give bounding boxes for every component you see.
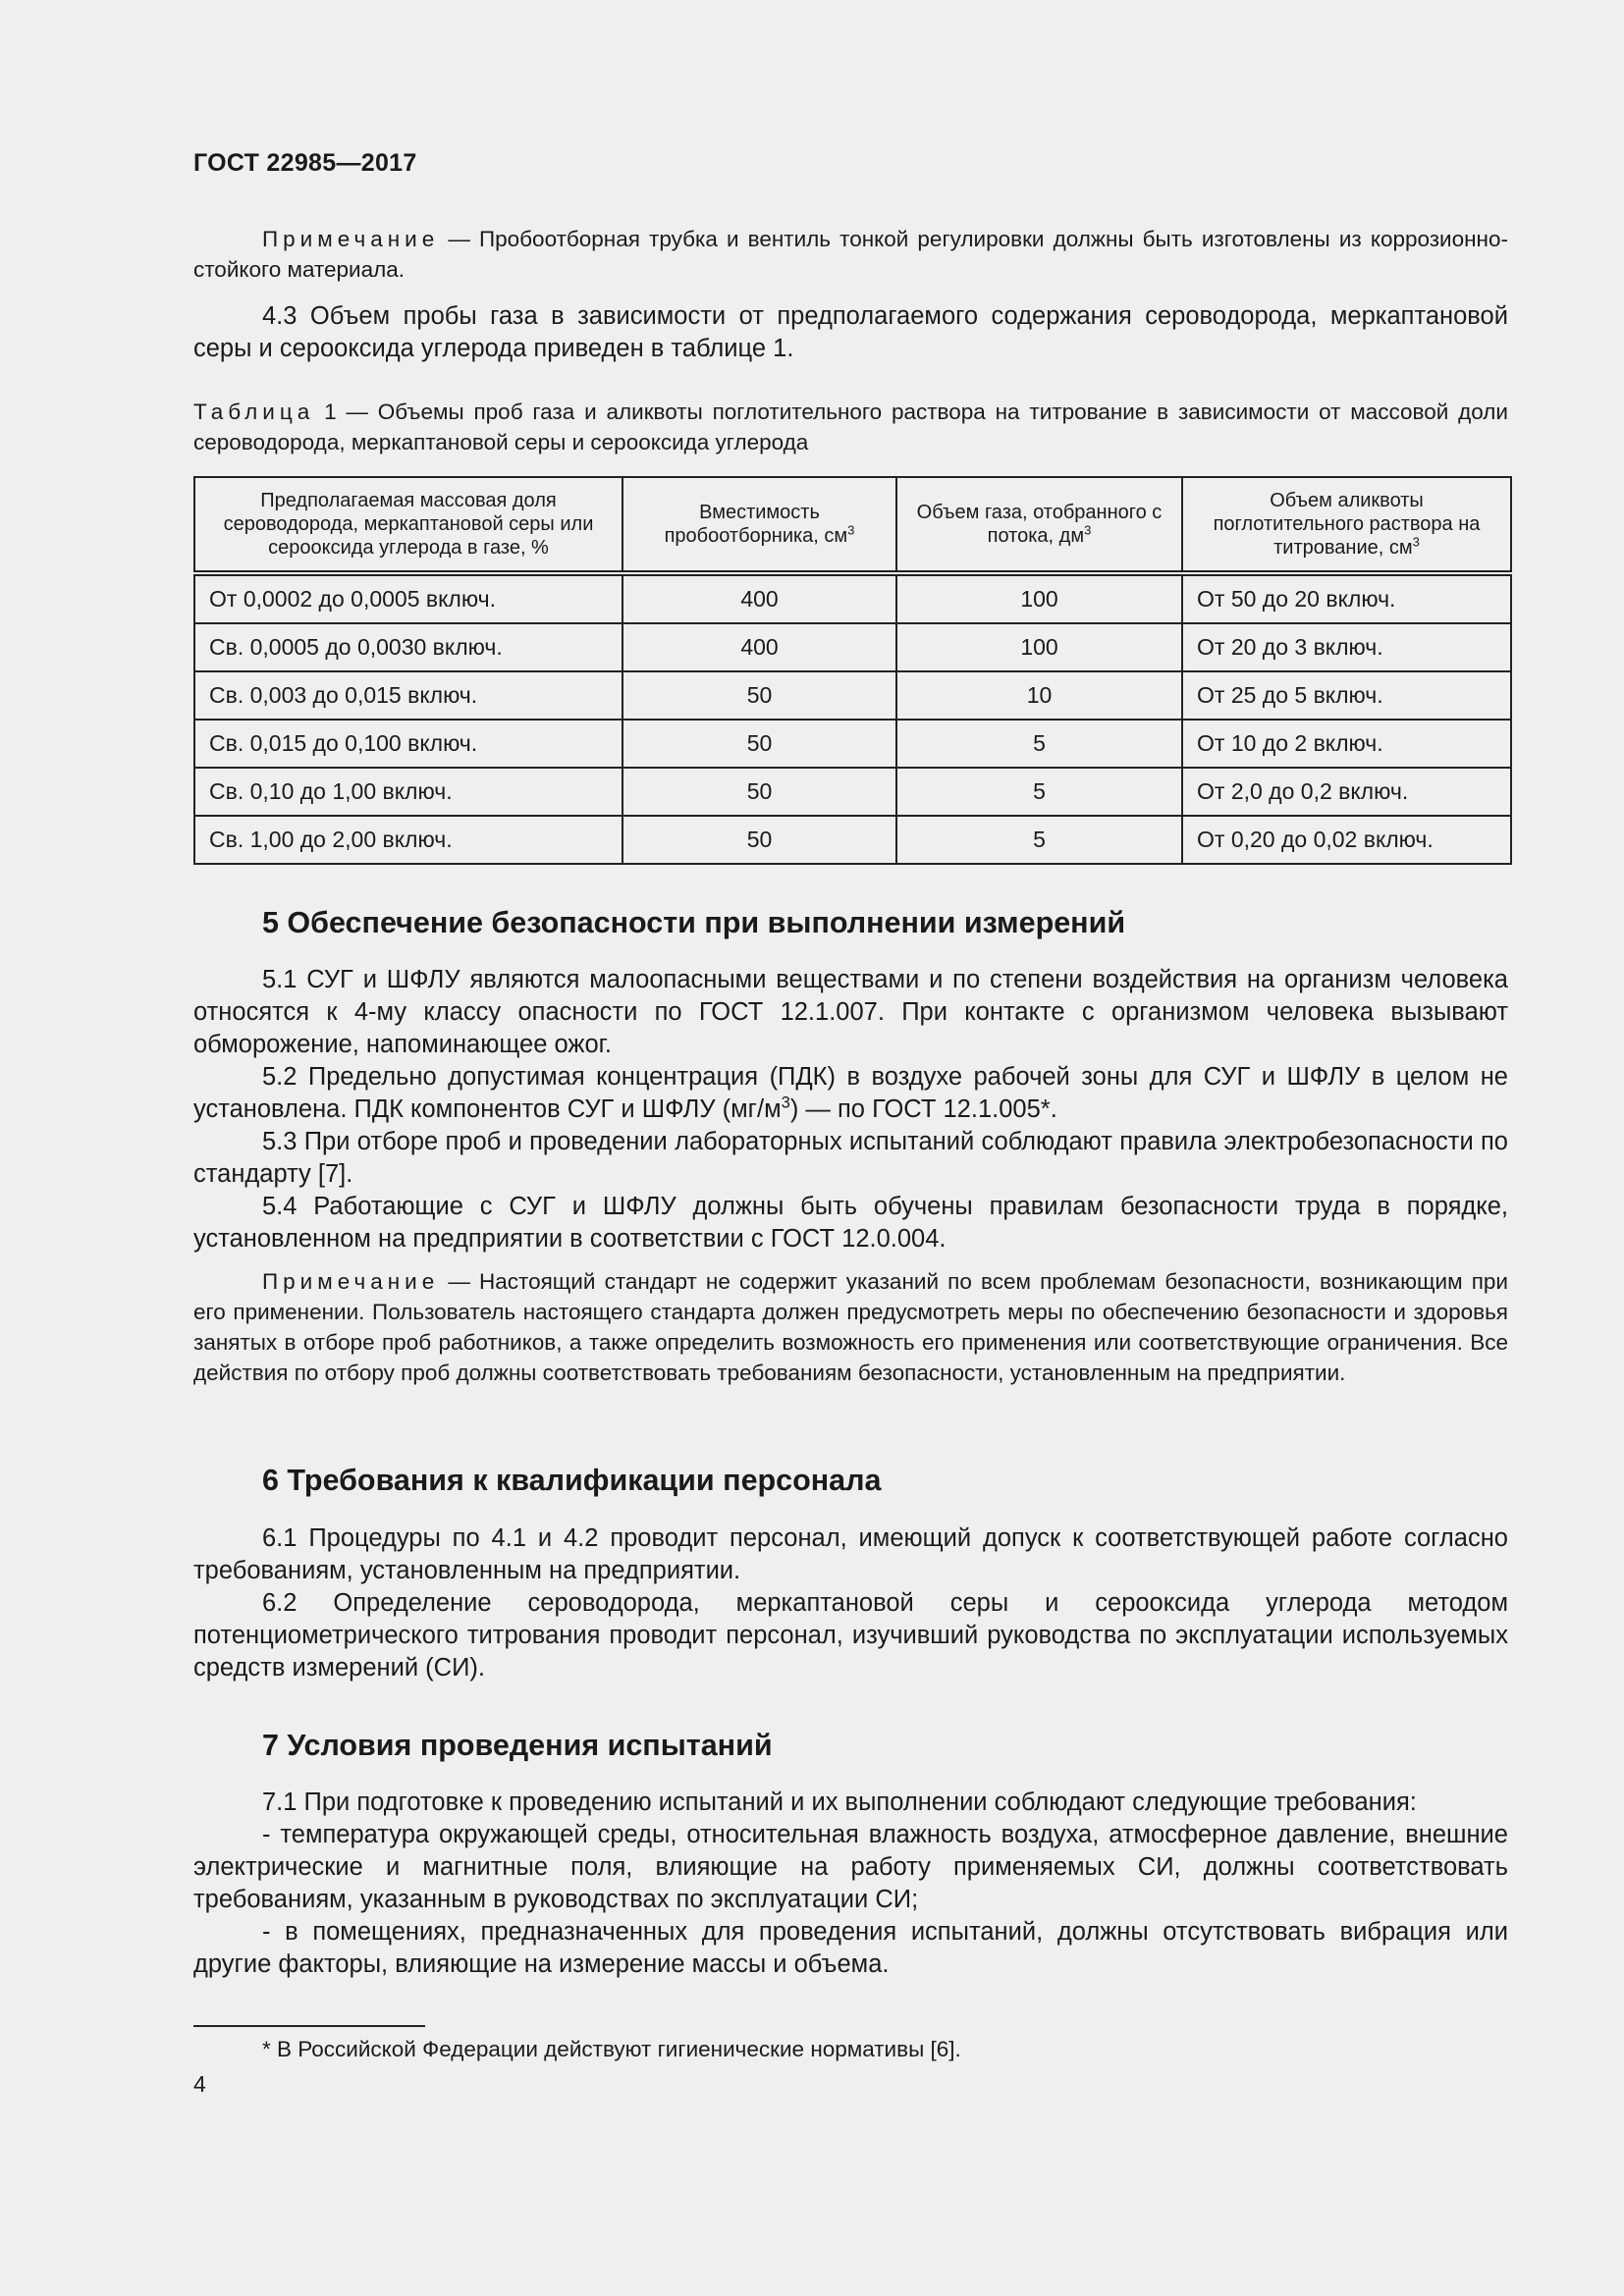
note-sampling-tube xyxy=(193,224,1508,285)
gas-volume-table xyxy=(193,476,1512,865)
table-caption xyxy=(193,397,1508,457)
paragraph-5-1: 5.1 СУГ и ШФЛУ являются малоопасными веществами и по степени воздействия на организм человека относятся к 4-му классу опасности по ГОСТ 12.1.007. При контакте с организмом человека вызывают обморожение, напоминающее ожог. xyxy=(193,966,1508,1058)
table-caption-text: 1 — Объемы проб газа и аликвоты поглотительного раствора на титрование в зависимости от массовой доли сероводорода, меркаптановой серы и серооксида углерода xyxy=(193,400,1508,454)
table-row xyxy=(194,671,1511,720)
cell-capacity: 400 xyxy=(623,573,896,623)
cell-aliquot: От 50 до 20 включ. xyxy=(1182,573,1511,623)
section-7-heading xyxy=(193,1726,1508,1765)
paragraph-6-1: 6.1 Процедуры по 4.1 и 4.2 проводит персонал, имеющий допуск к соответствующей работе согласно требованиям, установленным на предприятии. xyxy=(193,1524,1508,1584)
note-label: Примечание xyxy=(262,1269,440,1294)
cell-range: Св. 0,003 до 0,015 включ. xyxy=(194,671,623,720)
note-label: Примечание xyxy=(262,227,440,251)
note-safety xyxy=(193,1266,1508,1388)
section-6-body xyxy=(193,1522,1508,1684)
cell-capacity: 50 xyxy=(623,671,896,720)
section-7-title: 7 Условия проведения испытаний xyxy=(262,1729,773,1762)
paragraph-4-3 xyxy=(193,300,1508,365)
list-item: - в помещениях, предназначенных для проведения испытаний, должны отсутствовать вибрация или другие факторы, влияющие на измерение массы и объема. xyxy=(193,1918,1508,1978)
list-item: - температура окружающей среды, относительная влажность воздуха, атмосферное давление, внешние электрические и магнитные поля, влияющие на работу применяемых СИ, должны соответствовать требованиям, указанным в руководствах по эксплуатации СИ; xyxy=(193,1821,1508,1913)
cell-range: Св. 0,0005 до 0,0030 включ. xyxy=(194,623,623,671)
header-mass-fraction: Предполагаемая массовая доля сероводорода, меркаптановой серы или серооксида углерода в газе, % xyxy=(194,477,623,573)
cell-aliquot: От 10 до 2 включ. xyxy=(1182,720,1511,768)
paragraph-4-3-text: 4.3 Объем пробы газа в зависимости от предполагаемого содержания сероводорода, меркаптановой серы и серооксида углерода приведен в таблице 1. xyxy=(193,302,1508,362)
header-aliquot: Объем аликвоты поглотительного раствора на титрование, $см^3$ xyxy=(1182,477,1511,573)
section-6-heading xyxy=(193,1461,1508,1500)
note-text: — Пробоотборная трубка и вентиль тонкой регулировки должны быть изготовлены из коррозионно-стойкого материала. xyxy=(193,227,1508,282)
table-row xyxy=(194,768,1511,816)
header-gas-volume: Объем газа, отобранного с потока, $дм^3$ xyxy=(896,477,1182,573)
paragraph-5-2: 5.2 Предельно допустимая концентрация (ПДК) в воздухе рабочей зоны для СУГ и ШФЛУ в целом не установлена. ПДК компонентов СУГ и ШФЛУ $(мг/м^3)$ — по ГОСТ 12.1.005*. xyxy=(193,1063,1508,1123)
cell-gas: 5 xyxy=(896,768,1182,816)
cell-capacity: 50 xyxy=(623,768,896,816)
cell-gas: 5 xyxy=(896,816,1182,864)
section-6-title: 6 Требования к квалификации персонала xyxy=(262,1464,882,1497)
cell-range: От 0,0002 до 0,0005 включ. xyxy=(194,573,623,623)
table-1 xyxy=(193,476,1508,865)
table-header-row xyxy=(194,477,1511,573)
paragraph-7-1: 7.1 При подготовке к проведению испытаний и их выполнении соблюдают следующие требования: xyxy=(262,1789,1417,1816)
page-number: 4 xyxy=(193,2071,206,2097)
cell-capacity: 50 xyxy=(623,816,896,864)
table-row xyxy=(194,573,1511,623)
cell-capacity: 50 xyxy=(623,720,896,768)
cell-range: Св. 1,00 до 2,00 включ. xyxy=(194,816,623,864)
cell-gas: 100 xyxy=(896,623,1182,671)
table-row xyxy=(194,720,1511,768)
table-row xyxy=(194,623,1511,671)
section-7-body xyxy=(193,1787,1508,1981)
section-5-body xyxy=(193,964,1508,1388)
table-caption-label: Таблица xyxy=(193,400,315,424)
cell-aliquot: От 0,20 до 0,02 включ. xyxy=(1182,816,1511,864)
cell-aliquot: От 20 до 3 включ. xyxy=(1182,623,1511,671)
header-capacity: Вместимость пробоотборника, $см^3$ xyxy=(623,477,896,573)
paragraph-5-3: 5.3 При отборе проб и проведении лабораторных испытаний соблюдают правила электробезопасности по стандарту [7]. xyxy=(193,1128,1508,1188)
note-text: — Настоящий стандарт не содержит указаний по всем проблемам безопасности, возникающим при его применении. Пользователь настоящего стандарта должен предусмотреть меры по обеспечению безопасности и здоровья занятых в отборе проб работников, а также определить возможность его применения или соответствующие ограничения. Все действия по отбору проб должны соответствовать требованиям безопасности, установленным на предприятии. xyxy=(193,1269,1508,1385)
cell-gas: 10 xyxy=(896,671,1182,720)
section-5-heading xyxy=(193,903,1508,942)
cell-aliquot: От 2,0 до 0,2 включ. xyxy=(1182,768,1511,816)
document-id: ГОСТ 22985—2017 xyxy=(193,149,417,177)
footnote-divider xyxy=(193,2025,425,2027)
section-5-title: 5 Обеспечение безопасности при выполнении измерений xyxy=(262,906,1126,939)
paragraph-5-4: 5.4 Работающие с СУГ и ШФЛУ должны быть обучены правилам безопасности труда в порядке, установленном на предприятии в соответствии с ГОСТ 12.0.004. xyxy=(193,1193,1508,1253)
cell-gas: 5 xyxy=(896,720,1182,768)
footnote: * В Российской Федерации действуют гигиенические нормативы [6]. xyxy=(262,2037,961,2061)
cell-aliquot: От 25 до 5 включ. xyxy=(1182,671,1511,720)
cell-range: Св. 0,015 до 0,100 включ. xyxy=(194,720,623,768)
paragraph-6-2: 6.2 Определение сероводорода, меркаптановой серы и серооксида углерода методом потенциометрического титрования проводит персонал, изучивший руководства по эксплуатации используемых средств измерений (СИ). xyxy=(193,1589,1508,1682)
cell-range: Св. 0,10 до 1,00 включ. xyxy=(194,768,623,816)
table-row xyxy=(194,816,1511,864)
cell-gas: 100 xyxy=(896,573,1182,623)
cell-capacity: 400 xyxy=(623,623,896,671)
